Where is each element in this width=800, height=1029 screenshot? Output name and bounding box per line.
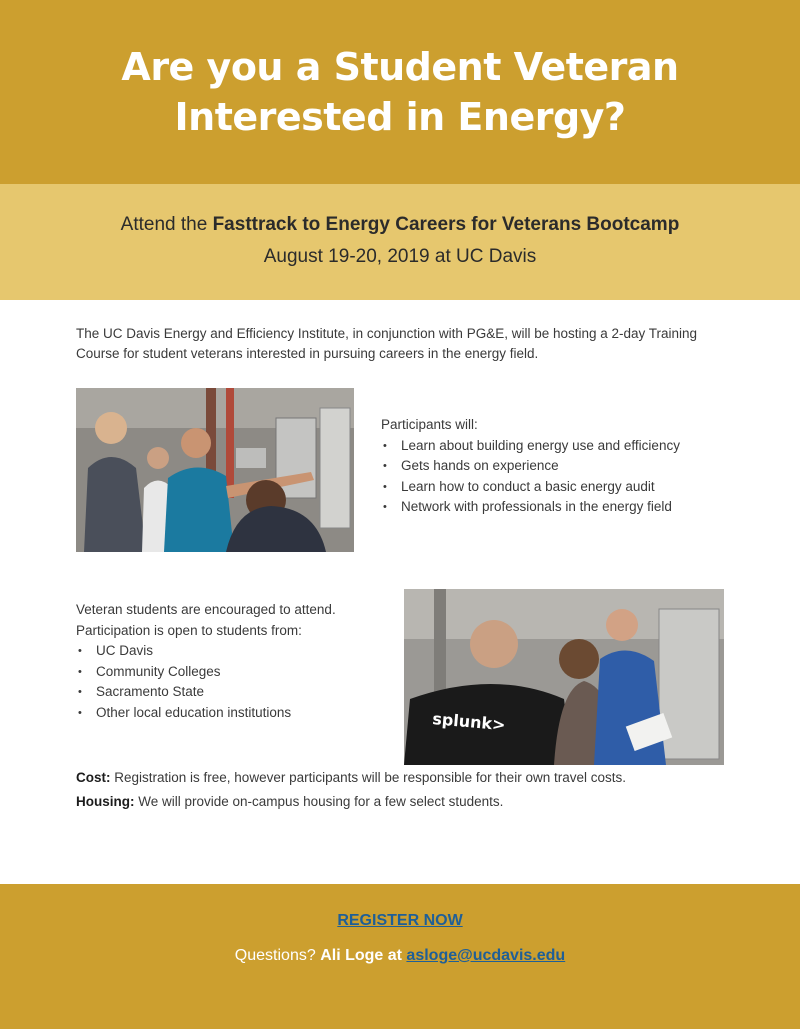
list-item: • Gets hands on experience [381, 456, 741, 477]
event-name-line [121, 210, 680, 240]
eligibility-section [76, 600, 396, 723]
page-title: Are you a Student Veteran Interested in Energy? [121, 45, 679, 139]
program-name: Fasttrack to Energy Careers for Veterans Bootcamp [212, 214, 680, 235]
contact-email-link[interactable]: asloge@ucdavis.edu [406, 947, 566, 964]
list-item: • Other local education institutions [76, 703, 396, 724]
shirt-logo-text: splunk> [431, 709, 507, 735]
participants-section [381, 415, 741, 518]
cost-label: Cost: [76, 770, 111, 785]
photo-students-electrical-panel [76, 388, 354, 552]
event-lead: Attend the [120, 214, 213, 235]
photo-students-splunk [404, 589, 724, 765]
cost-info [76, 768, 756, 788]
photo-illustration-1 [76, 388, 354, 552]
list-item: • UC Davis [76, 641, 396, 662]
photo-illustration-2 [404, 589, 724, 765]
housing-info [76, 792, 756, 812]
event-subheader [0, 184, 800, 300]
footer-banner [0, 884, 800, 1029]
questions-prefix: Questions? [234, 947, 321, 964]
list-item: • Network with professionals in the energy field [381, 497, 741, 518]
cost-text: Registration is free, however participants will be responsible for their own travel costs. [110, 770, 626, 785]
eligibility-lead-1: Veteran students are encouraged to attend. [76, 602, 336, 617]
questions-line [0, 947, 800, 965]
list-item: • Sacramento State [76, 682, 396, 703]
hero-banner [0, 0, 800, 184]
list-item: • Community Colleges [76, 662, 396, 683]
register-now-link[interactable]: REGISTER NOW [337, 912, 463, 929]
participants-list [381, 436, 741, 518]
list-item: • Learn about building energy use and efficiency [381, 436, 741, 457]
eligibility-list [76, 641, 396, 723]
participants-lead: Participants will: [381, 417, 478, 432]
contact-name: Ali Loge [320, 947, 384, 964]
event-date-location: August 19-20, 2019 at UC Davis [263, 246, 537, 267]
list-item: • Learn how to conduct a basic energy audit [381, 477, 741, 498]
eligibility-lead-2: Participation is open to students from: [76, 622, 302, 638]
contact-at: at [383, 947, 407, 964]
housing-text: We will provide on-campus housing for a few select students. [134, 794, 504, 809]
housing-label: Housing: [76, 794, 135, 809]
intro-paragraph: The UC Davis Energy and Efficiency Institute, in conjunction with PG&E, will be hosting a 2-day Training Course for student veterans interested in pursuing careers in the energy field. [76, 326, 698, 361]
